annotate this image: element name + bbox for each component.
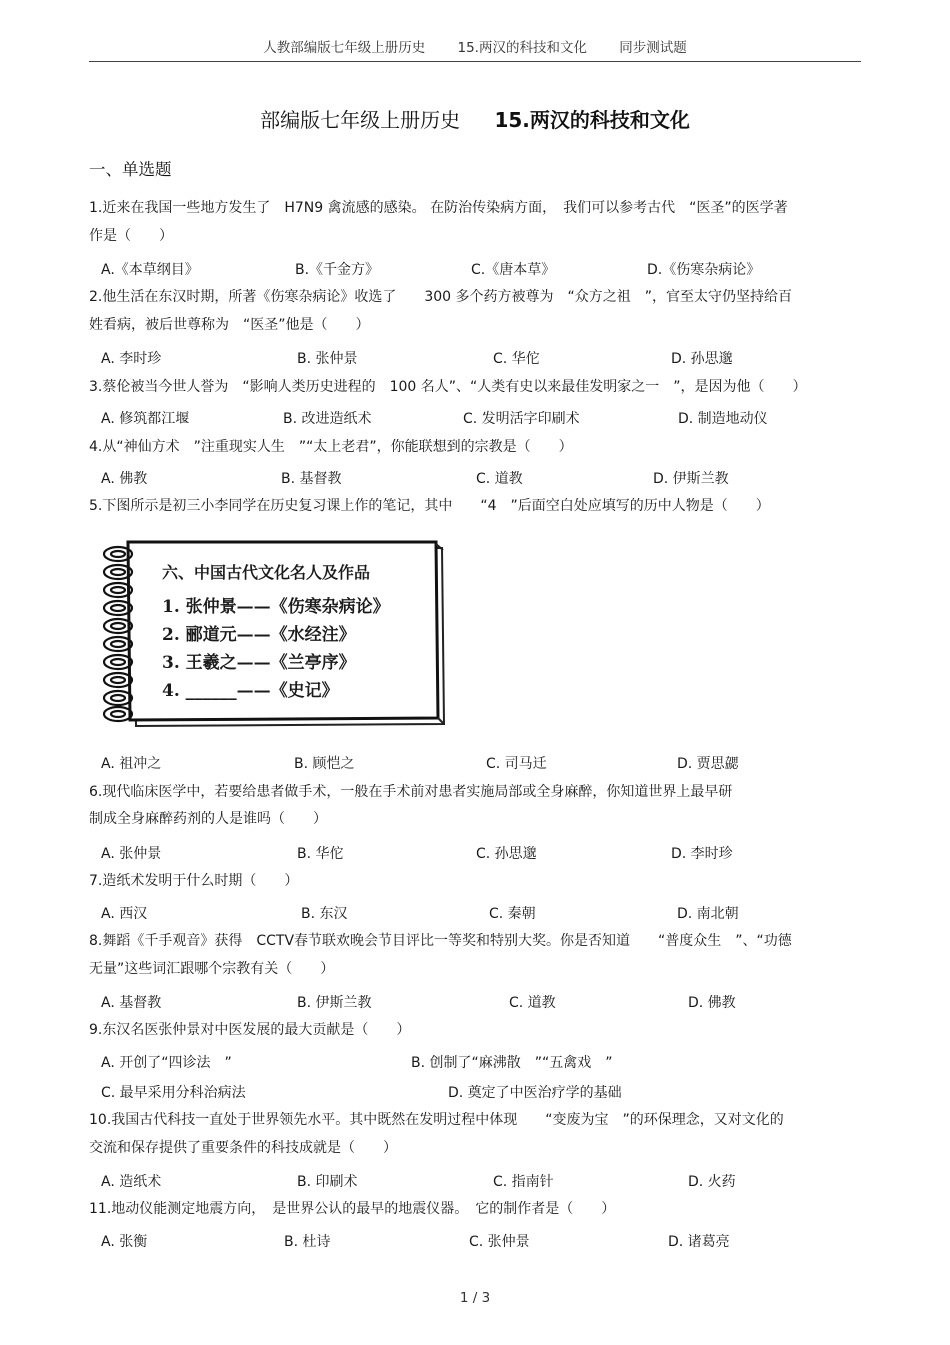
- question-11-option-d: D. 诸葛亮: [668, 1234, 730, 1250]
- question-6-line-2: 制成全身麻醉药剂的人是谁吗（ ）: [89, 811, 327, 827]
- question-9-option-c: C. 最早采用分科治病法: [101, 1085, 246, 1101]
- question-2-option-b: B. 张仲景: [297, 351, 358, 367]
- question-11-option-a: A. 张衡: [101, 1234, 148, 1250]
- question-2-line-1: 2.他生活在东汉时期，所著《伤寒杂病论》收选了 300 多个药方被尊为 “众方之祖 ”，官至太守仍坚持给百: [89, 289, 793, 305]
- question-11-option-c: C. 张仲景: [469, 1234, 530, 1250]
- question-10-option-a: A. 造纸术: [101, 1174, 162, 1190]
- question-6-option-c: C. 孙思邈: [476, 846, 537, 862]
- question-7-option-b: B. 东汉: [301, 906, 348, 922]
- question-8-option-a: A. 基督教: [101, 995, 162, 1011]
- question-1-line-1: 1.近来在我国一些地方发生了 H7N9 禽流感的感染。 在防治传染病方面， 我们可以参考古代 “医圣”的医学著: [89, 200, 788, 216]
- header-course: 人教部编版七年级上册历史: [263, 40, 426, 56]
- question-5-option-d: D. 贾思勰: [677, 756, 739, 772]
- question-8-line-1: 8.舞蹈《千手观音》获得 CCTV春节联欢晚会节目评比一等奖和特别大奖。你是否知道 “普度众生 ”、“功德: [89, 933, 792, 949]
- section-heading: 一、单选题: [89, 160, 172, 179]
- header-kind: 同步测试题: [619, 40, 687, 56]
- question-7-option-d: D. 南北朝: [677, 906, 739, 922]
- question-4-option-a: A. 佛教: [101, 471, 148, 487]
- question-6-option-b: B. 华佗: [297, 846, 344, 862]
- question-10-option-d: D. 火药: [688, 1174, 736, 1190]
- question-10-line-1: 10.我国古代科技一直处于世界领先水平。其中既然在发明过程中体现 “变废为宝 ”的环保理念，又对文化的: [89, 1112, 784, 1128]
- question-5-option-c: C. 司马迁: [486, 756, 547, 772]
- question-10-option-b: B. 印刷术: [297, 1174, 358, 1190]
- question-4-option-c: C. 道教: [476, 471, 523, 487]
- question-9-option-b: B. 创制了“麻沸散 ”“五禽戏 ”: [411, 1055, 613, 1071]
- page-header: [0, 36, 950, 56]
- question-9-line-1: 9.东汉名医张仲景对中医发展的最大贡献是（ ）: [89, 1022, 411, 1038]
- question-1-option-a: A.《本草纲目》: [101, 262, 199, 278]
- notebook-item-1: 1. 张仲景——《伤寒杂病论》: [162, 597, 390, 617]
- question-2-option-a: A. 李时珍: [101, 351, 162, 367]
- question-2-option-d: D. 孙思邈: [671, 351, 733, 367]
- title-course: 部编版七年级上册历史: [260, 108, 461, 132]
- question-7-line-1: 7.造纸术发明于什么时期（ ）: [89, 873, 299, 889]
- question-3-option-c: C. 发明活字印刷术: [463, 411, 580, 427]
- question-6-option-a: A. 张仲景: [101, 846, 162, 862]
- notebook-item-3: 3. 王羲之——《兰亭序》: [162, 653, 356, 673]
- header-lesson: 15.两汉的科技和文化: [457, 40, 587, 56]
- notebook-item-4: 4. ______——《史记》: [162, 681, 339, 701]
- question-1-option-d: D.《伤寒杂病论》: [647, 262, 761, 278]
- question-7-option-a: A. 西汉: [101, 906, 148, 922]
- question-1-option-b: B.《千金方》: [295, 262, 380, 278]
- question-6-option-d: D. 李时珍: [671, 846, 733, 862]
- question-1-option-c: C.《唐本草》: [471, 262, 556, 278]
- question-10-option-c: C. 指南针: [493, 1174, 554, 1190]
- question-8-option-b: B. 伊斯兰教: [297, 995, 372, 1011]
- question-8-line-2: 无量”这些词汇跟哪个宗教有关（ ）: [89, 961, 335, 977]
- header-divider: [89, 61, 861, 62]
- page-number: 1 / 3: [459, 1290, 491, 1306]
- document-title: [0, 104, 950, 133]
- question-3-option-a: A. 修筑都江堰: [101, 411, 190, 427]
- question-9-option-d: D. 奠定了中医治疗学的基础: [448, 1085, 622, 1101]
- question-4-line-1: 4.从“神仙方术 ”注重现实人生 ”“太上老君”，你能联想到的宗教是（ ）: [89, 439, 573, 455]
- question-10-line-2: 交流和保存提供了重要条件的科技成就是（ ）: [89, 1140, 397, 1156]
- question-11-line-1: 11.地动仪能测定地震方向， 是世界公认的最早的地震仪器。 它的制作者是（ ）: [89, 1201, 616, 1217]
- notebook-figure: [96, 538, 452, 732]
- question-7-option-c: C. 秦朝: [489, 906, 536, 922]
- question-5-line-1: 5.下图所示是初三小李同学在历史复习课上作的笔记，其中 “4 ”后面空白处应填写的历中人物是（ ）: [89, 498, 770, 514]
- question-3-line-1: 3.蔡伦被当今世人誉为 “影响人类历史进程的 100 名人”、“人类有史以来最佳发明家之一 ”，是因为他（ ）: [89, 379, 807, 395]
- question-9-option-a: A. 开创了“四诊法 ”: [101, 1055, 232, 1071]
- question-1-line-2: 作是（ ）: [89, 228, 173, 244]
- question-4-option-d: D. 伊斯兰教: [653, 471, 729, 487]
- question-3-option-b: B. 改进造纸术: [283, 411, 372, 427]
- question-2-option-c: C. 华佗: [493, 351, 540, 367]
- question-5-option-b: B. 顾恺之: [294, 756, 355, 772]
- notebook-item-2: 2. 郦道元——《水经注》: [162, 625, 356, 645]
- question-2-line-2: 姓看病，被后世尊称为 “医圣”他是（ ）: [89, 317, 370, 333]
- question-6-line-1: 6.现代临床医学中，若要给患者做手术，一般在手术前对患者实施局部或全身麻醉，你知道世界上最早研: [89, 784, 733, 800]
- question-4-option-b: B. 基督教: [281, 471, 342, 487]
- question-8-option-d: D. 佛教: [688, 995, 736, 1011]
- notebook-heading: 六、中国古代文化名人及作品: [162, 563, 371, 582]
- question-5-option-a: A. 祖冲之: [101, 756, 162, 772]
- question-8-option-c: C. 道教: [509, 995, 556, 1011]
- question-3-option-d: D. 制造地动仪: [678, 411, 768, 427]
- question-11-option-b: B. 杜诗: [284, 1234, 331, 1250]
- title-lesson: 15.两汉的科技和文化: [494, 108, 690, 132]
